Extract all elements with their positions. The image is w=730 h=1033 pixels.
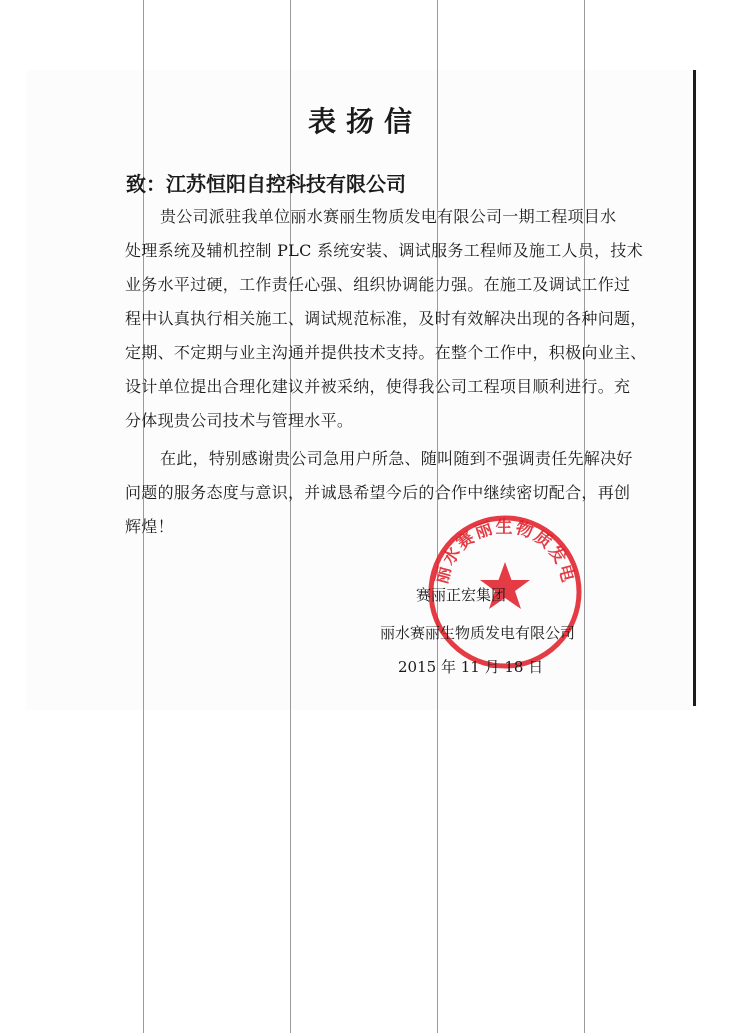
page-edge-shadow — [693, 70, 696, 706]
paragraph-line: 贵公司派驻我单位丽水赛丽生物质发电有限公司一期工程项目水 — [160, 207, 617, 226]
seal-text: 丽水赛丽生物质发电 — [431, 517, 579, 587]
paragraph-line: 设计单位提出合理化建议并被采纳，使得我公司工程项目顺利进行。充 — [125, 377, 631, 396]
paragraph-line: 问题的服务态度与意识，并诚恳希望今后的合作中继续密切配合，再创 — [125, 483, 631, 502]
paragraph-line: 分体现贵公司技术与管理水平。 — [125, 411, 354, 430]
paragraph-line: 在此，特别感谢贵公司急用户所急、随叫随到不强调责任先解决好 — [160, 449, 633, 468]
paragraph-line: 辉煌！ — [125, 517, 174, 536]
signature-company: 丽水赛丽生物质发电有限公司 — [380, 624, 576, 642]
paragraph-line: 处理系统及辅机控制 PLC 系统安装、调试服务工程师及施工人员，技术 — [125, 241, 644, 260]
paragraph-line: 程中认真执行相关施工、调试规范标准，及时有效解决出现的各种问题， — [125, 309, 647, 328]
guide-line — [290, 0, 291, 1033]
signature-group: 赛丽正宏集团 — [416, 586, 507, 604]
paragraph-line: 定期、不定期与业主沟通并提供技术支持。在整个工作中，积极向业主、 — [125, 343, 647, 362]
recipient-line: 致：江苏恒阳自控科技有限公司 — [126, 172, 406, 196]
letter-title: 表扬信 — [307, 105, 422, 138]
signature-date: 2015 年 11 月 18 日 — [398, 658, 544, 676]
paragraph-line: 业务水平过硬，工作责任心强、组织协调能力强。在施工及调试工作过 — [125, 275, 631, 294]
